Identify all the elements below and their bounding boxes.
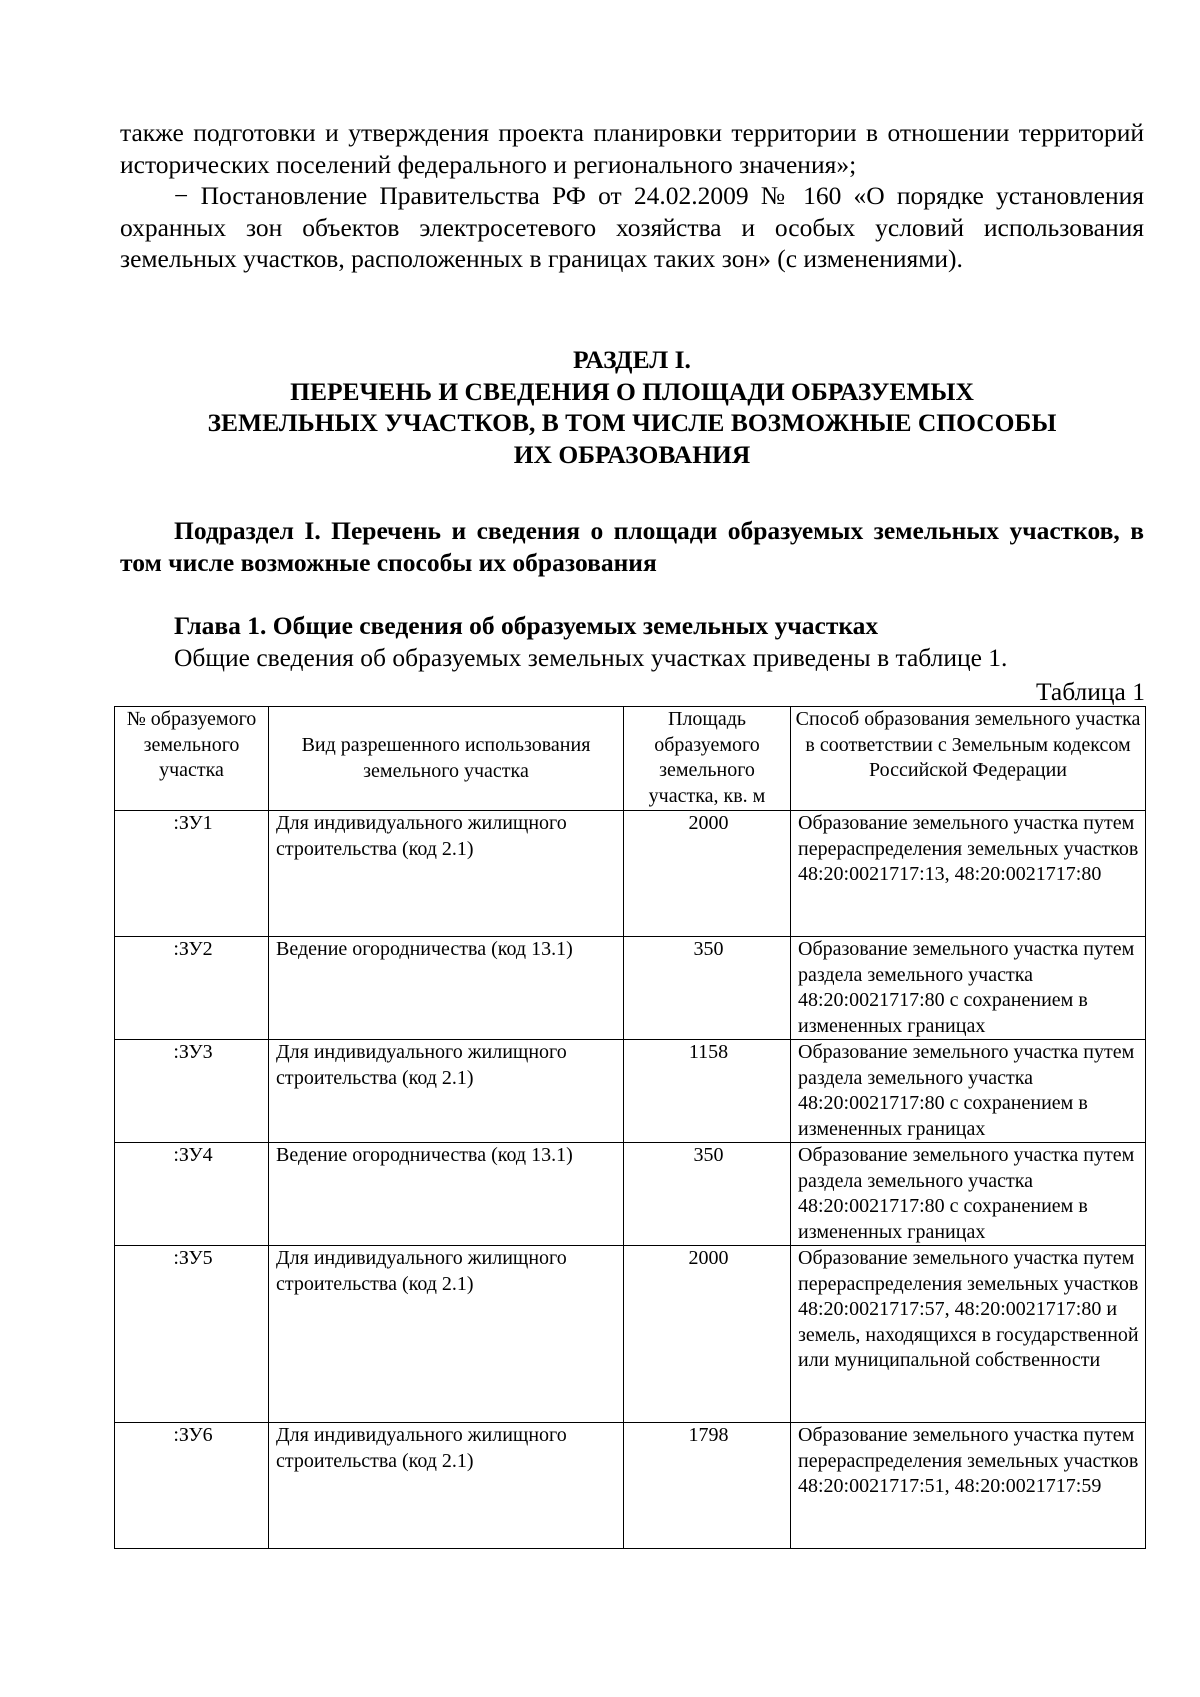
section-title-line-1: РАЗДЕЛ I. xyxy=(573,345,691,374)
table-row xyxy=(115,937,1146,1040)
section-title-line-3: ЗЕМЕЛЬНЫХ УЧАСТКОВ, В ТОМ ЧИСЛЕ ВОЗМОЖНЫЕ СПОСОБЫ xyxy=(207,408,1057,437)
permitted-use-cell: Для индивидуального жилищного строительства (код 2.1) xyxy=(269,1423,624,1549)
area-cell: 1798 xyxy=(624,1423,791,1549)
chapter-title: Глава 1. Общие сведения об образуемых земельных участках xyxy=(174,611,879,640)
permitted-use-cell: Для индивидуального жилищного строительства (код 2.1) xyxy=(269,1040,624,1143)
area-cell: 2000 xyxy=(624,1246,791,1423)
formation-method-cell: Образование земельного участка путем раздела земельного участка 48:20:0021717:80 с сохранением в измененных границах xyxy=(791,937,1146,1040)
header-permitted-use: Вид разрешенного использования земельного участка xyxy=(269,707,624,811)
plot-id-cell: :ЗУ3 xyxy=(115,1040,269,1143)
plot-id-cell: :ЗУ6 xyxy=(115,1423,269,1549)
permitted-use-cell: Ведение огородничества (код 13.1) xyxy=(269,937,624,1040)
formation-method-cell: Образование земельного участка путем раздела земельного участка 48:20:0021717:80 с сохранением в измененных границах xyxy=(791,1040,1146,1143)
table-row xyxy=(115,811,1146,937)
section-title-line-4: ИХ ОБРАЗОВАНИЯ xyxy=(513,439,751,469)
subsection-title: Подраздел I. Перечень и сведения о площади образуемых земельных участков, в том числе возможные способы их образования xyxy=(120,516,1144,577)
header-formation-method: Способ образования земельного участка в соответствии с Земельным кодексом Российской Федерации xyxy=(791,707,1146,811)
area-cell: 1158 xyxy=(624,1040,791,1143)
table-caption: Таблица 1 xyxy=(1035,677,1145,706)
table-row xyxy=(115,1040,1146,1143)
table-row xyxy=(115,1423,1146,1549)
formation-method-cell: Образование земельного участка путем перераспределения земельных участков 48:20:0021717:13, 48:20:0021717:80 xyxy=(791,811,1146,937)
plot-id-cell: :ЗУ5 xyxy=(115,1246,269,1423)
intro-paragraph-2: − Постановление Правительства РФ от 24.02.2009 № 160 «О порядке установления охранных зон объектов электросетевого хозяйства и особых условий использования земельных участков, расположенных в границах таких зон» (с изменениями). xyxy=(120,181,1144,273)
intro-paragraph-1: также подготовки и утверждения проекта планировки территории в отношении территорий исторических поселений федерального и регионального значения»; xyxy=(120,118,1144,179)
table-row xyxy=(115,1246,1146,1423)
permitted-use-cell: Для индивидуального жилищного строительства (код 2.1) xyxy=(269,811,624,937)
area-cell: 350 xyxy=(624,1143,791,1246)
section-title xyxy=(120,344,1144,470)
header-plot-number: № образуемого земельного участка xyxy=(115,707,269,811)
formation-method-cell: Образование земельного участка путем раздела земельного участка 48:20:0021717:80 с сохранением в измененных границах xyxy=(791,1143,1146,1246)
formation-method-cell: Образование земельного участка путем перераспределения земельных участков 48:20:0021717:51, 48:20:0021717:59 xyxy=(791,1423,1146,1549)
section-title-line-2: ПЕРЕЧЕНЬ И СВЕДЕНИЯ О ПЛОЩАДИ ОБРАЗУЕМЫХ xyxy=(290,376,974,406)
chapter-intro-text: Общие сведения об образуемых земельных участках приведены в таблице 1. xyxy=(174,643,1008,672)
plot-id-cell: :ЗУ4 xyxy=(115,1143,269,1246)
permitted-use-cell: Для индивидуального жилищного строительства (код 2.1) xyxy=(269,1246,624,1423)
area-cell: 2000 xyxy=(624,811,791,937)
header-area: Площадь образуемого земельного участка, кв. м xyxy=(624,707,791,811)
area-cell: 350 xyxy=(624,937,791,1040)
plot-id-cell: :ЗУ1 xyxy=(115,811,269,937)
plot-id-cell: :ЗУ2 xyxy=(115,937,269,1040)
formation-method-cell: Образование земельного участка путем перераспределения земельных участков 48:20:0021717:57, 48:20:0021717:80 и земель, находящихся в государственной или муниципальной собственности xyxy=(791,1246,1146,1423)
permitted-use-cell: Ведение огородничества (код 13.1) xyxy=(269,1143,624,1246)
table-header-row xyxy=(115,707,1146,811)
land-plots-table xyxy=(114,706,1146,1549)
table-row xyxy=(115,1143,1146,1246)
